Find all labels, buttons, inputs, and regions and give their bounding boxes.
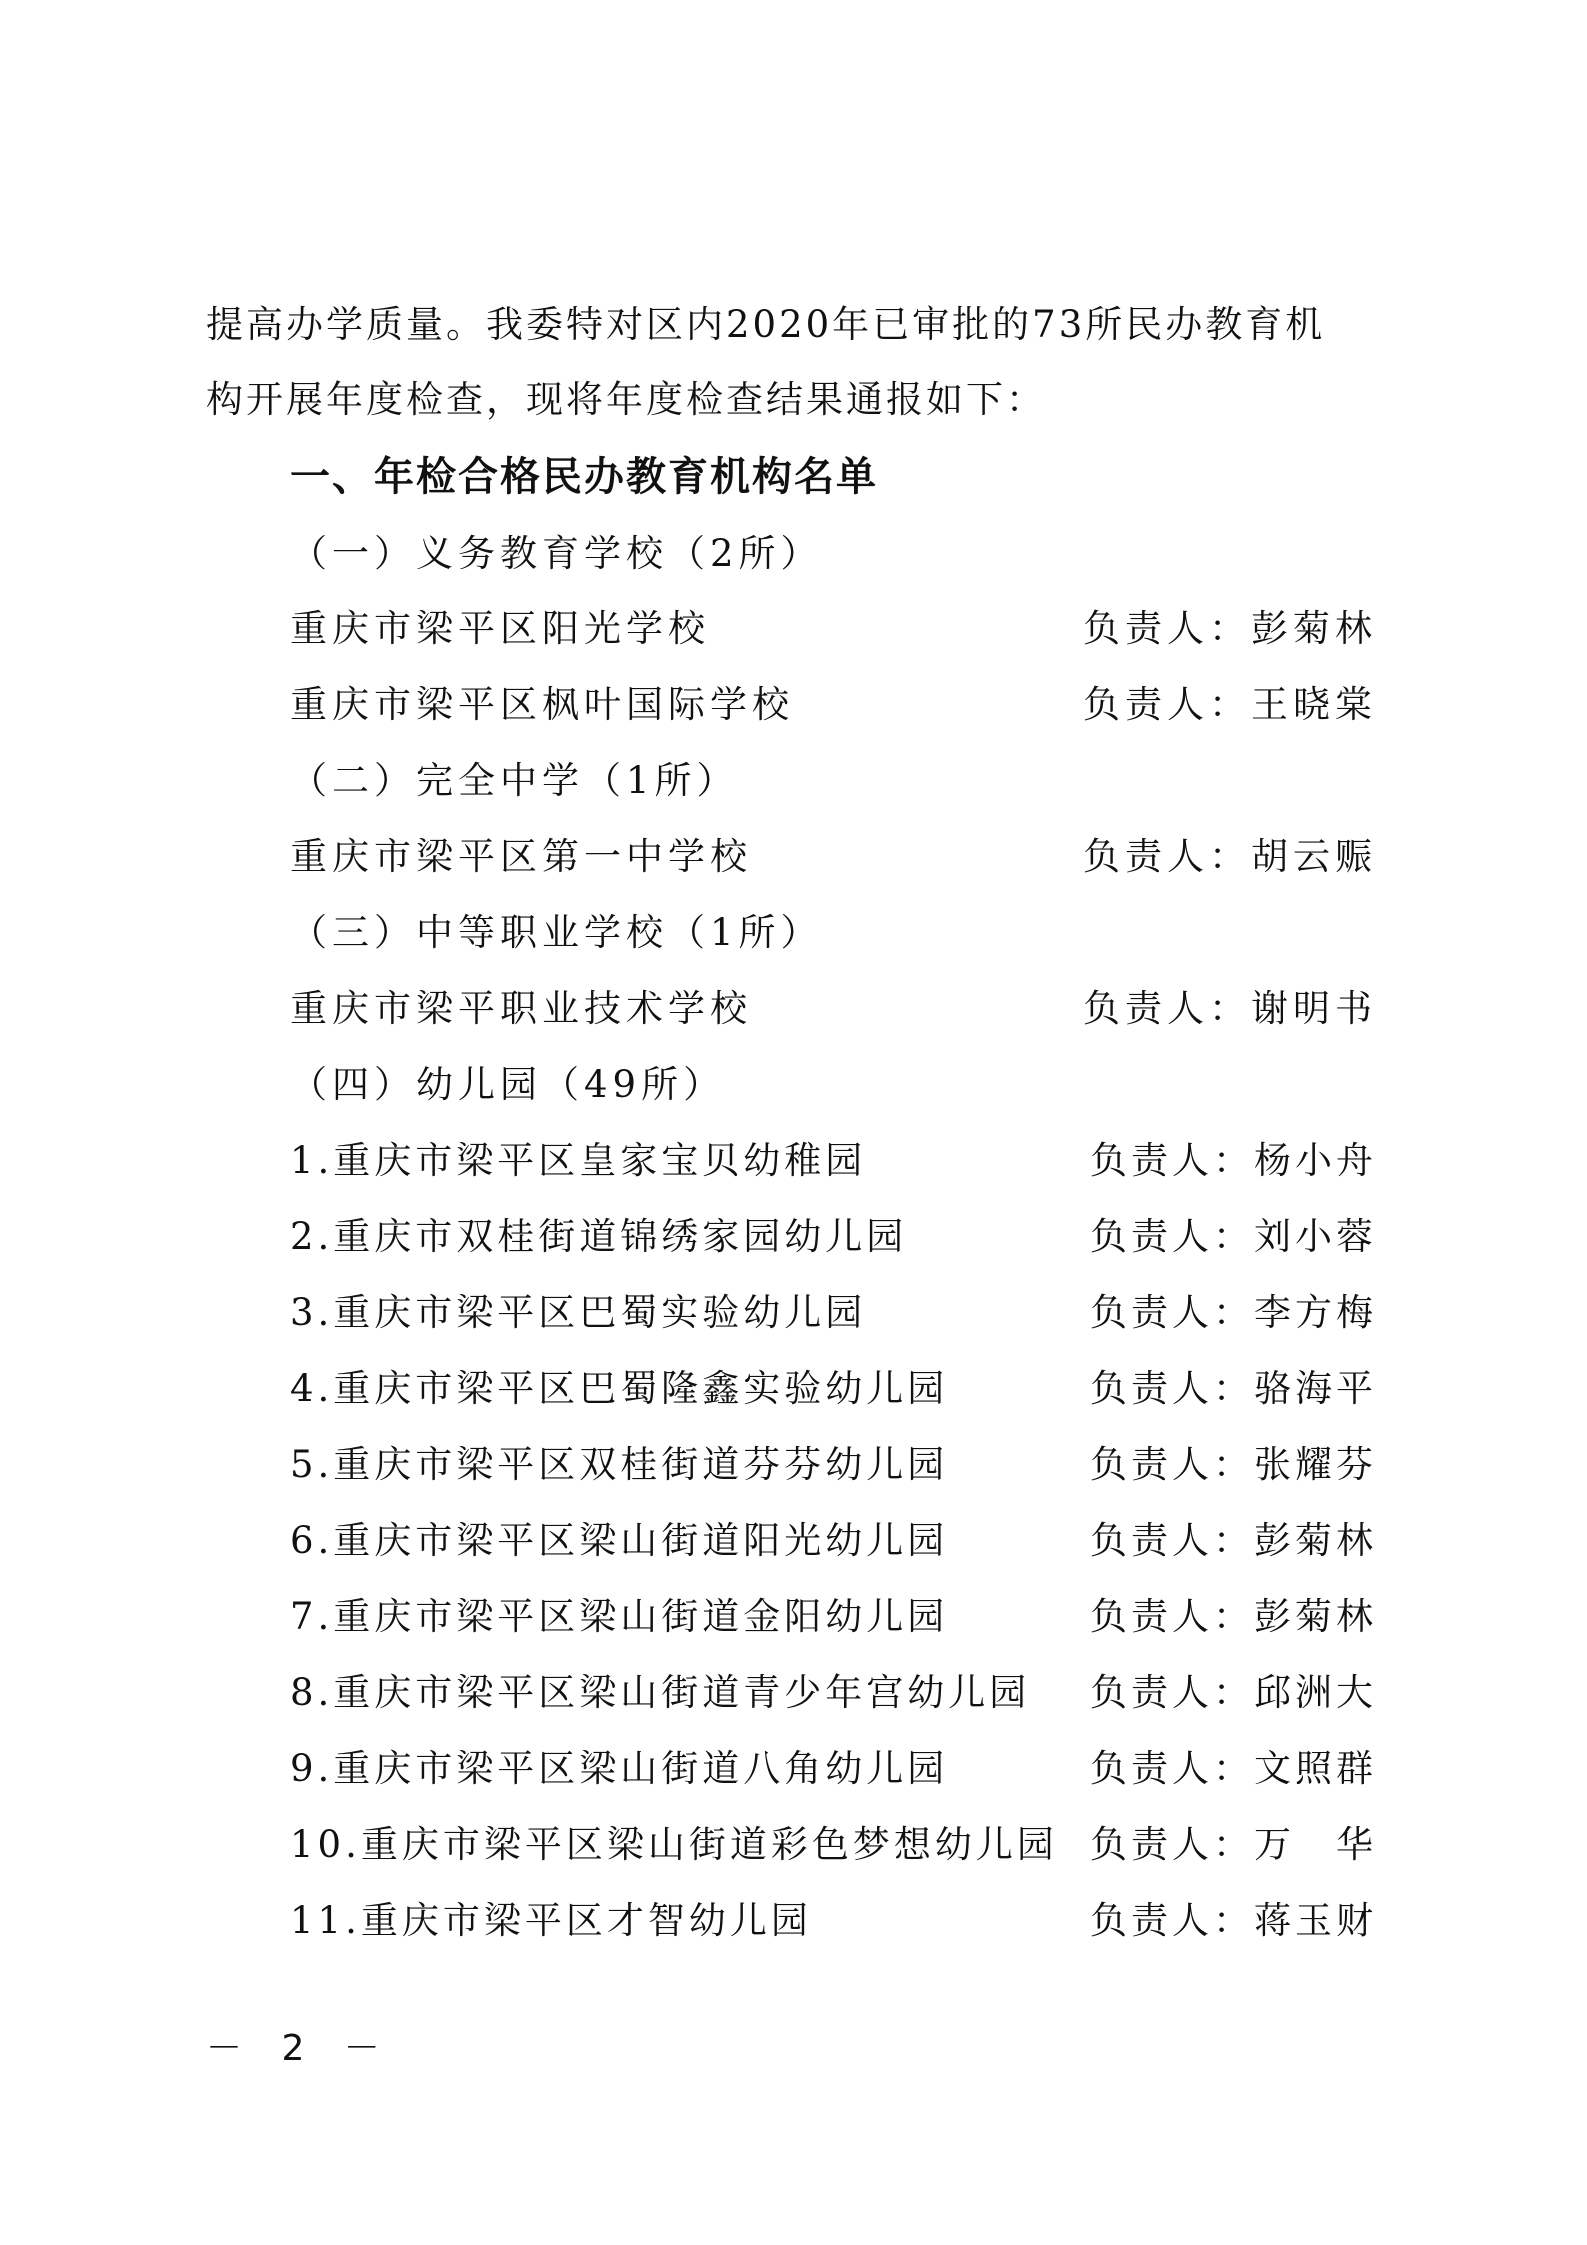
list-item xyxy=(290,1364,1377,1414)
list-item xyxy=(290,832,1377,882)
intro-line-1: 提高办学质量。我委特对区内2020年已审批的73所民办教育机 xyxy=(206,303,1326,346)
group-heading-complete-middle: （二）完全中学（1所） xyxy=(290,759,739,802)
responsible-person: 负责人：蒋玉财 xyxy=(1090,1899,1377,1942)
institution-name: 8.重庆市梁平区梁山街道青少年宫幼儿园 xyxy=(290,1671,1031,1714)
responsible-person: 负责人：彭菊林 xyxy=(1083,607,1377,650)
group-heading-kindergarten: （四）幼儿园（49所） xyxy=(290,1063,726,1106)
responsible-person: 负责人：杨小舟 xyxy=(1090,1139,1377,1182)
responsible-person: 负责人：彭菊林 xyxy=(1090,1595,1377,1638)
section-title: 一、年检合格民办教育机构名单 xyxy=(290,454,878,500)
intro-line-2: 构开展年度检查，现将年度检查结果通报如下： xyxy=(206,378,1046,421)
list-item xyxy=(290,1592,1377,1642)
responsible-person: 负责人：邱洲大 xyxy=(1090,1671,1377,1714)
list-item xyxy=(290,1288,1377,1338)
institution-name: 11.重庆市梁平区才智幼儿园 xyxy=(290,1899,812,1942)
list-item xyxy=(290,604,1377,654)
institution-name: 3.重庆市梁平区巴蜀实验幼儿园 xyxy=(290,1291,867,1334)
responsible-person: 负责人：刘小蓉 xyxy=(1090,1215,1377,1258)
responsible-person: 负责人：彭菊林 xyxy=(1090,1519,1377,1562)
list-item xyxy=(290,984,1377,1034)
institution-name: 6.重庆市梁平区梁山街道阳光幼儿园 xyxy=(290,1519,949,1562)
list-item xyxy=(290,1136,1377,1186)
institution-name: 1.重庆市梁平区皇家宝贝幼稚园 xyxy=(290,1139,867,1182)
page-number: － 2 － xyxy=(206,2028,394,2069)
institution-name: 重庆市梁平区第一中学校 xyxy=(290,835,752,878)
responsible-person: 负责人：李方梅 xyxy=(1090,1291,1377,1334)
institution-name: 重庆市梁平区阳光学校 xyxy=(290,607,710,650)
group-heading-vocational: （三）中等职业学校（1所） xyxy=(290,911,823,954)
list-item xyxy=(290,1820,1377,1870)
institution-name: 重庆市梁平区枫叶国际学校 xyxy=(290,683,794,726)
responsible-person: 负责人：张耀芬 xyxy=(1090,1443,1377,1486)
institution-name: 9.重庆市梁平区梁山街道八角幼儿园 xyxy=(290,1747,949,1790)
institution-name: 10.重庆市梁平区梁山街道彩色梦想幼儿园 xyxy=(290,1823,1058,1866)
list-item xyxy=(290,1668,1377,1718)
list-item xyxy=(290,1516,1377,1566)
responsible-person: 负责人：谢明书 xyxy=(1083,987,1377,1030)
list-item xyxy=(290,1440,1377,1490)
list-item xyxy=(290,680,1377,730)
institution-name: 5.重庆市梁平区双桂街道芬芬幼儿园 xyxy=(290,1443,949,1486)
group-heading-compulsory: （一）义务教育学校（2所） xyxy=(290,532,823,575)
responsible-person: 负责人：骆海平 xyxy=(1090,1367,1377,1410)
responsible-person: 负责人：文照群 xyxy=(1090,1747,1377,1790)
institution-name: 2.重庆市双桂街道锦绣家园幼儿园 xyxy=(290,1215,908,1258)
institution-name: 7.重庆市梁平区梁山街道金阳幼儿园 xyxy=(290,1595,949,1638)
list-item xyxy=(290,1896,1377,1946)
responsible-person: 负责人：胡云赈 xyxy=(1083,835,1377,878)
institution-name: 重庆市梁平职业技术学校 xyxy=(290,987,752,1030)
list-item xyxy=(290,1212,1377,1262)
institution-name: 4.重庆市梁平区巴蜀隆鑫实验幼儿园 xyxy=(290,1367,949,1410)
responsible-person: 负责人：王晓棠 xyxy=(1083,683,1377,726)
list-item xyxy=(290,1744,1377,1794)
responsible-person: 负责人：万 华 xyxy=(1090,1823,1377,1866)
